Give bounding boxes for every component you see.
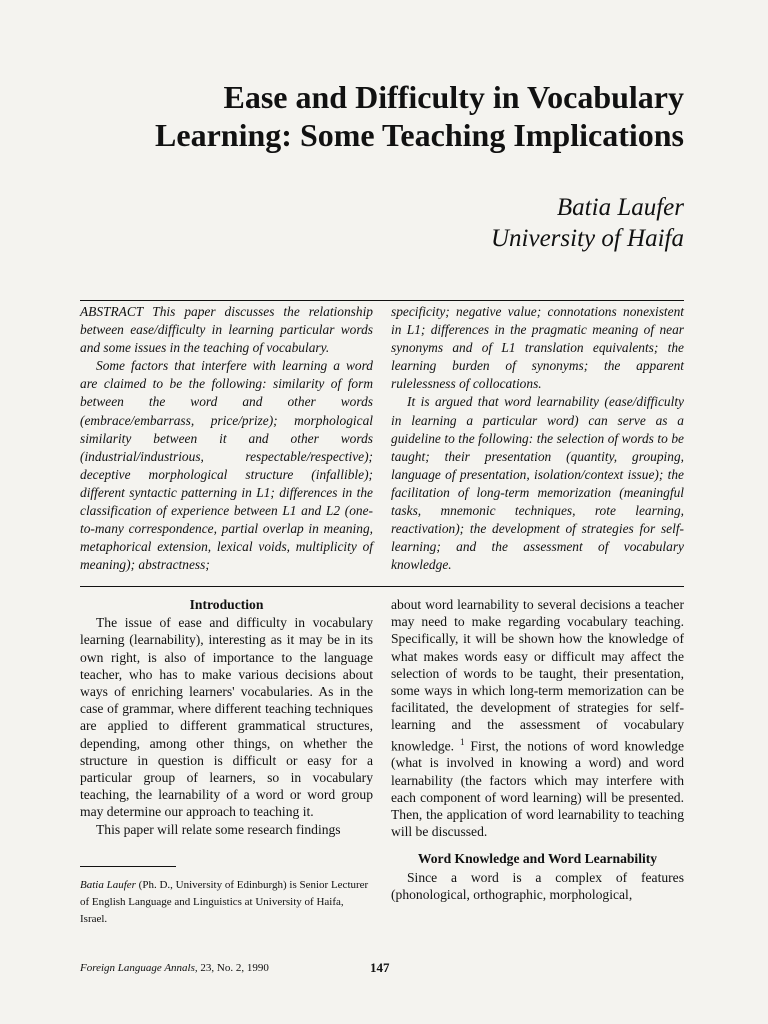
author-affiliation: University of Haifa: [490, 225, 684, 252]
author-footnote: [80, 877, 373, 928]
abstract-bottom-rule: [80, 586, 684, 587]
abstract-right-column: [391, 303, 684, 574]
abstract-paragraph-2: Some factors that interfere with learning a word are claimed to be the following: similarity of form between the word and other words (embrace/embarrass, price/prize); morphological similarity between it and other words (industrial/industrious, respectable/respective); deceptive morphological structure (infallible); different syntactic patterning in L1; differences in the classification of experience between L1 and L2 (one-to-many correspondence, partial overlap in meaning, metaphorical extension, lexical voids, multiplicity of meaning); abstractness;: [80, 358, 373, 573]
word-knowledge-heading: Word Knowledge and Word Learnability: [417, 851, 658, 867]
footnote-rule: [80, 866, 176, 867]
author-name: Batia Laufer: [556, 194, 684, 221]
introduction-heading: Introduction: [189, 597, 264, 612]
abstract-paragraph-3: It is argued that word learnability (ease/difficulty in learning a particular word) can serve as a guideline to the following: the selection of words to be taught; their presentation (quantity, grouping, language of presentation, isolation/context issue); the facilitation of long-term memorization (meaningful tasks, mnemonic techniques, rote learning, reactivation); the development of strategies for self-learning; and the assessment of vocabulary knowledge.: [391, 394, 684, 573]
body-left-column: [80, 596, 373, 838]
abstract-paragraph-2-cont: specificity; negative value; connotations nonexistent in L1; differences in the pragmatic meaning of near synonyms and of L1 translation equivalents; the learning burden of synonyms; the apparent rulelessness of collocations.: [391, 304, 684, 392]
abstract-left-column: [80, 303, 373, 574]
body-right-column: [391, 596, 684, 903]
abstract-top-rule: [80, 300, 684, 301]
footnote-reference: 1: [459, 736, 465, 747]
journal-footer: [80, 962, 269, 974]
introduction-paragraph-2-cont: about word learnability to several decisions a teacher may need to make regarding vocabulary teaching. Specifically, it will be shown how the knowledge of what makes words easy or difficult may affect the selection of words to be taught, their presentation, some ways in which long-term memorization can be facilitated, the development of strategies for self-learning and the assessment of vocabulary knowledge. $^1$ First, the notions of word knowledge (what is involved in knowing a word) and word learnability (the factors which may interfere with each component of word learning) will be presented. Then, the application of word learnability to teaching will be discussed.: [391, 597, 684, 840]
paper-title: [60, 78, 684, 154]
journal-volume: 23, No. 2, 1990: [200, 962, 269, 974]
page-number: 147: [370, 960, 390, 975]
footnote-text: (Ph. D., University of Edinburgh) is Senior Lecturer of English Language and Linguistics at University of Haifa, Israel.: [80, 879, 369, 925]
abstract-paragraph-1: ABSTRACT This paper discusses the relationship between ease/difficulty in learning particular words and some issues in the teaching of vocabulary.: [80, 304, 373, 356]
author-block: [491, 192, 684, 254]
introduction-paragraph-2: This paper will relate some research findings: [96, 821, 341, 837]
introduction-paragraph-1: The issue of ease and difficulty in vocabulary learning (learnability), interesting as it may be in its own right, is also of importance to the language teacher, who has to make various decisions about ways of enriching learners' vocabularies. As in the case of grammar, where different teaching techniques are applied to different grammatical structures, depending, among other things, on whether the structure in question is difficult or easy for a particular group of learners, so in vocabulary teaching, the learnability of a word or word group may determine our approach to teaching it.: [80, 615, 373, 820]
abstract-label: ABSTRACT: [80, 304, 144, 319]
paper-title-line-2: Learning: Some Teaching Implications: [155, 117, 684, 153]
word-knowledge-paragraph-1: Since a word is a complex of features (phonological, orthographic, morphological,: [391, 869, 684, 902]
paper-title-line-1: Ease and Difficulty in Vocabulary: [223, 79, 684, 115]
footnote-author-name: Batia Laufer: [80, 879, 136, 891]
introduction-paragraph-2-continued-text: about word learnability to several decisions a teacher may need to make regarding vocabulary teaching. Specifically, it will be shown how the knowledge of what makes words easy or difficult may affect the selection of words to be taught, their presentation, some ways in which long-term memorization can be facilitated, the development of strategies for self-learning and the assessment of vocabulary knowledge.: [391, 597, 684, 754]
journal-name: Foreign Language Annals,: [80, 962, 198, 974]
